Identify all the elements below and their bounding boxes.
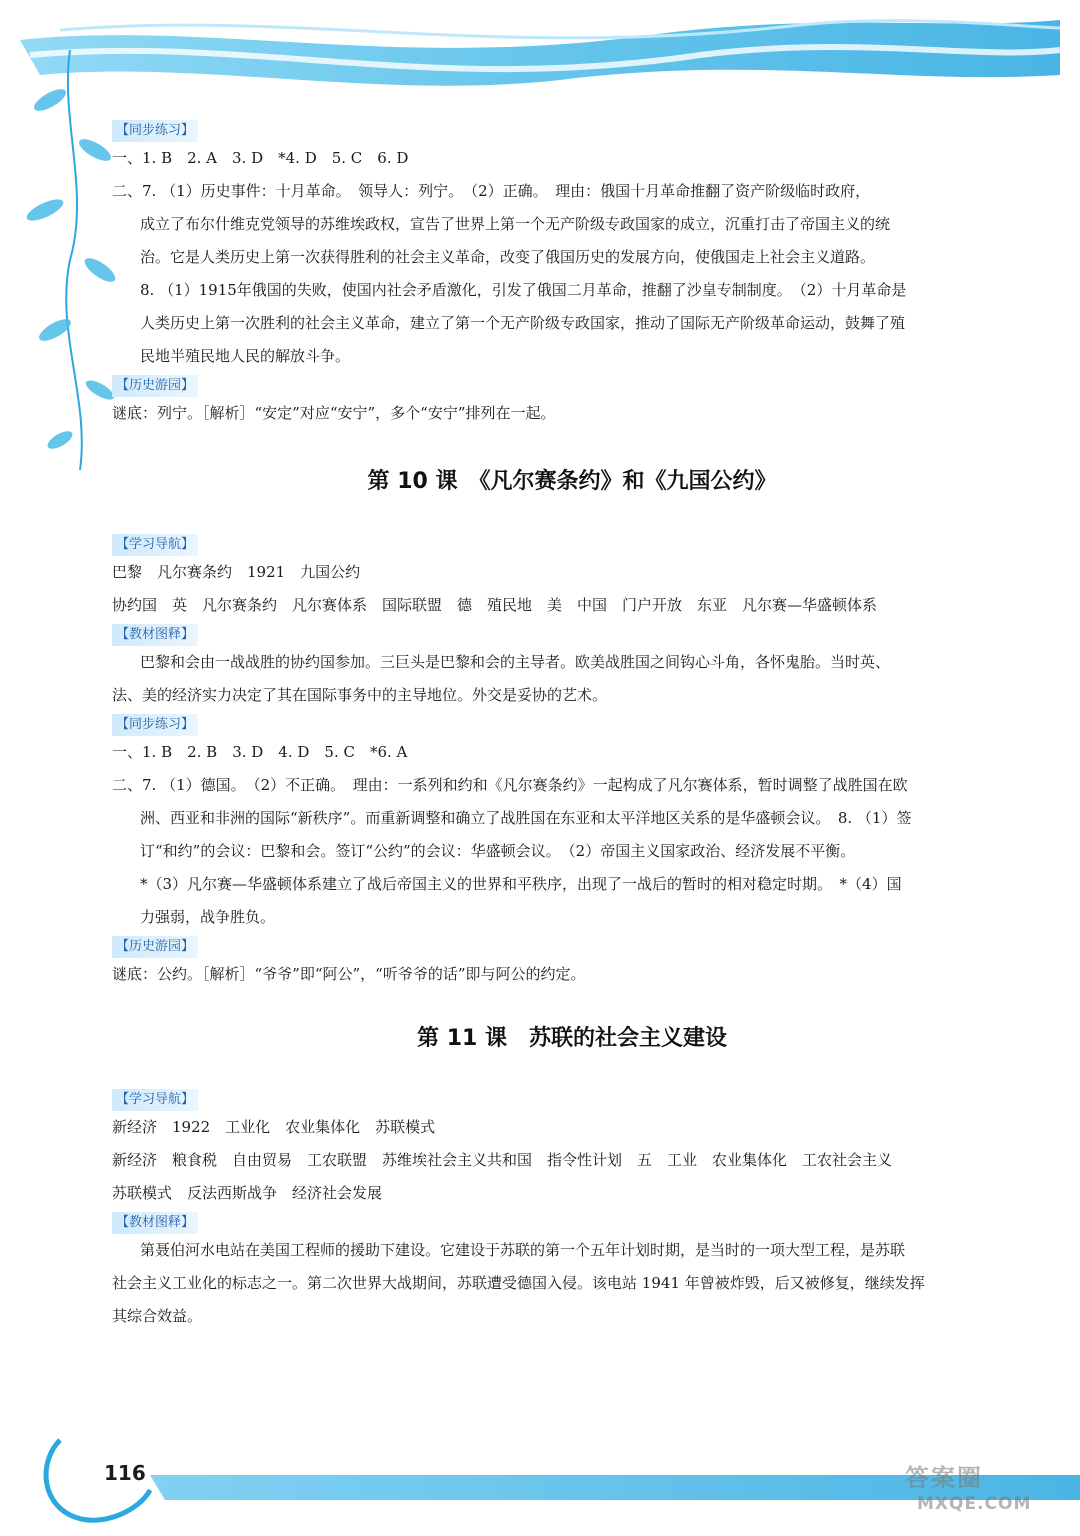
riddle-answer: 谜底：列宁。［解析］“安定”对应“安宁”，多个“安宁”排列在一起。 [112, 404, 556, 422]
answer-line: 洲、西亚和非洲的国际“新秩序”。而重新调整和确立了战胜国在东亚和太平洋地区关系的是华盛顿会议。 8. （1）签 [140, 809, 912, 827]
section-tag: 【学习导航】 [112, 1089, 198, 1111]
page-number: 116 [104, 1461, 146, 1485]
answer-line: 民地半殖民地人民的解放斗争。 [140, 347, 351, 365]
section-tag: 【教材图释】 [112, 624, 198, 646]
section-learning-nav-l11 [112, 1087, 1032, 1210]
page-content [112, 118, 1032, 1333]
nav-line: 协约国 英 凡尔赛条约 凡尔赛体系 国际联盟 德 殖民地 美 中国 门户开放 东亚 凡尔赛—华盛顿体系 [112, 596, 878, 614]
watermark-url: MXQE.COM [917, 1494, 1032, 1514]
answer-line: 8. （1）1915年俄国的失败，使国内社会矛盾激化，引发了俄国二月革命，推翻了沙皇专制制度。 （2）十月革命是 [140, 281, 907, 299]
answer-line: 人类历史上第一次胜利的社会主义革命，建立了第一个无产阶级专政国家，推动了国际无产阶级革命运动，鼓舞了殖 [140, 314, 906, 332]
section-figure-notes-l10 [112, 622, 1032, 712]
nav-line: 巴黎 凡尔赛条约 1921 九国公约 [112, 563, 361, 581]
lesson-11-title: 第 11 课 苏联的社会主义建设 [417, 1026, 727, 1051]
section-figure-notes-l11 [112, 1210, 1032, 1333]
figure-note-line: 法、美的经济实力决定了其在国际事务中的主导地位。外交是妥协的艺术。 [112, 686, 608, 704]
answer-line: 一、1. B 2. B 3. D 4. D 5. C *6. A [112, 743, 408, 761]
answer-line: 一、1. B 2. A 3. D *4. D 5. C 6. D [112, 149, 409, 167]
watermark-logo: 答案圈 [905, 1464, 983, 1492]
nav-line: 新经济 1922 工业化 农业集体化 苏联模式 [112, 1118, 436, 1136]
answer-line: 二、7. （1）德国。 （2）不正确。 理由：一系列和约和《凡尔赛条约》一起构成了凡尔赛体系，暂时调整了战胜国在欧 [112, 776, 908, 794]
section-learning-nav-l10 [112, 532, 1032, 622]
riddle-answer: 谜底：公约。［解析］“爷爷”即“阿公”，“听爷爷的话”即与阿公的约定。 [112, 965, 586, 983]
figure-note-line: 社会主义工业化的标志之一。第二次世界大战期间，苏联遭受德国入侵。该电站 1941 年曾被炸毁，后又被修复，继续发挥 [112, 1274, 925, 1292]
answer-line: 力强弱，战争胜负。 [140, 908, 276, 926]
section-tag: 【教材图释】 [112, 1212, 198, 1234]
section-tag: 【学习导航】 [112, 534, 198, 556]
answer-line: 成立了布尔什维克党领导的苏维埃政权，宣告了世界上第一个无产阶级专政国家的成立，沉重打击了帝国主义的统 [140, 215, 891, 233]
lesson-10-title: 第 10 课 《凡尔赛条约》和《九国公约》 [367, 469, 777, 494]
answer-line: 二、7. （1）历史事件：十月革命。 领导人：列宁。 （2）正确。 理由：俄国十月革命推翻了资产阶级临时政府， [112, 182, 871, 200]
header-ribbon-banner [0, 0, 1080, 130]
section-sync-practice-l9 [112, 118, 1032, 373]
section-tag: 【历史游园】 [112, 375, 198, 397]
section-sync-practice-l10 [112, 712, 1032, 934]
figure-note-line: 巴黎和会由一战战胜的协约国参加。三巨头是巴黎和会的主导者。欧美战胜国之间钩心斗角，各怀鬼胎。当时英、 [140, 653, 891, 671]
answer-line: *（3）凡尔赛—华盛顿体系建立了战后帝国主义的世界和平秩序，出现了一战后的暂时的相对稳定时期。 *（4）国 [140, 875, 902, 893]
section-tag: 【同步练习】 [112, 714, 198, 736]
answer-line: 订“和约”的会议：巴黎和会。签订“公约”的会议：华盛顿会议。 （2）帝国主义国家政治、经济发展不平衡。 [140, 842, 856, 860]
section-history-garden-l10 [112, 934, 1032, 991]
section-tag: 【同步练习】 [112, 120, 198, 142]
figure-note-line: 第聂伯河水电站在美国工程师的援助下建设。它建设于苏联的第一个五年计划时期，是当时的一项大型工程，是苏联 [140, 1241, 906, 1259]
section-tag: 【历史游园】 [112, 936, 198, 958]
nav-line: 苏联模式 反法西斯战争 经济社会发展 [112, 1184, 383, 1202]
nav-line: 新经济 粮食税 自由贸易 工农联盟 苏维埃社会主义共和国 指令性计划 五 工业 农业集体化 工农社会主义 [112, 1151, 893, 1169]
figure-note-line: 其综合效益。 [112, 1307, 203, 1325]
section-history-garden-l9 [112, 373, 1032, 430]
answer-line: 治。它是人类历史上第一次获得胜利的社会主义革命，改变了俄国历史的发展方向，使俄国走上社会主义道路。 [140, 248, 876, 266]
